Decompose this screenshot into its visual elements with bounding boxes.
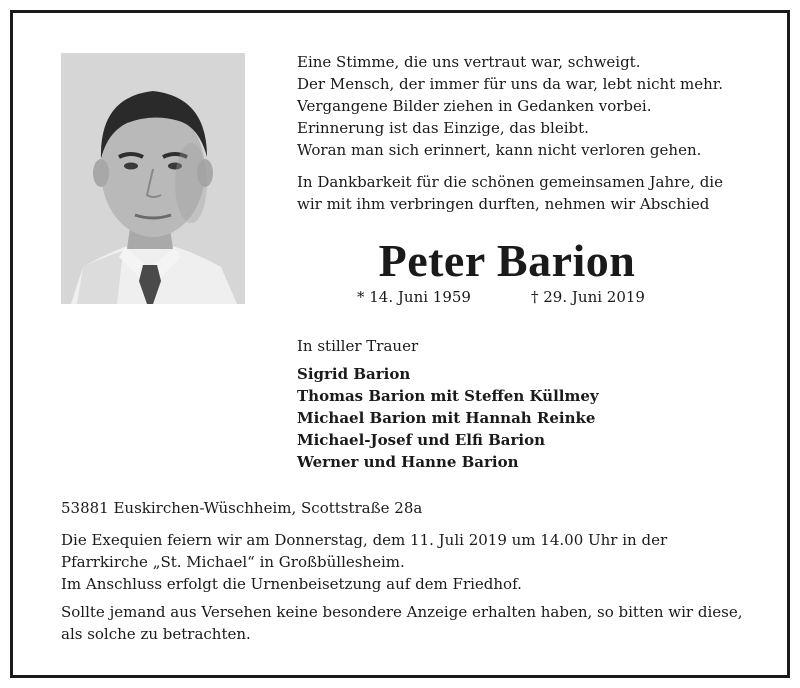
mourning-heading: In stiller Trauer xyxy=(297,337,419,355)
service-line: Im Anschluss erfolgt die Urnenbeisetzung auf dem Friedhof. xyxy=(61,575,522,593)
funeral-service-info xyxy=(61,529,761,595)
mourner-name: Werner und Hanne Barion xyxy=(297,453,519,471)
mourner-name: Michael-Josef und Elfi Barion xyxy=(297,431,545,449)
poem-line: Vergangene Bilder ziehen in Gedanken vorbei. xyxy=(297,97,652,115)
mourner-name: Michael Barion mit Hannah Reinke xyxy=(297,409,596,427)
notice-line: als solche zu betrachten. xyxy=(61,625,251,643)
obituary-notice xyxy=(10,10,790,678)
birth-date: * 14. Juni 1959 xyxy=(357,288,471,306)
poem-line: Eine Stimme, die uns vertraut war, schweigt. xyxy=(297,53,641,71)
portrait-photo xyxy=(61,53,245,304)
family-address: 53881 Euskirchen-Wüschheim, Scottstraße 28a xyxy=(61,499,423,517)
portrait-image xyxy=(61,53,245,304)
poem-line: Erinnerung ist das Einzige, das bleibt. xyxy=(297,119,589,137)
notice-line: Sollte jemand aus Versehen keine besondere Anzeige erhalten haben, so bitten wir diese, xyxy=(61,603,743,621)
poem-text xyxy=(297,51,767,161)
deceased-name: Peter Barion xyxy=(378,235,636,286)
thanks-line: wir mit ihm verbringen durften, nehmen wir Abschied xyxy=(297,195,710,213)
poem-line: Der Mensch, der immer für uns da war, lebt nicht mehr. xyxy=(297,75,724,93)
poem-line: Woran man sich erinnert, kann nicht verloren gehen. xyxy=(297,141,702,159)
mourner-name: Thomas Barion mit Steffen Küllmey xyxy=(297,387,599,405)
thanks-text xyxy=(297,171,767,215)
mourners-list xyxy=(297,363,599,473)
mourner-name: Sigrid Barion xyxy=(297,365,411,383)
service-line: Die Exequien feiern wir am Donnerstag, dem 11. Juli 2019 um 14.00 Uhr in der xyxy=(61,531,668,549)
death-date: † 29. Juni 2019 xyxy=(531,288,645,306)
service-line: Pfarrkirche „St. Michael“ in Großbüllesheim. xyxy=(61,553,405,571)
closing-notice xyxy=(61,601,761,645)
thanks-line: In Dankbarkeit für die schönen gemeinsamen Jahre, die xyxy=(297,173,723,191)
